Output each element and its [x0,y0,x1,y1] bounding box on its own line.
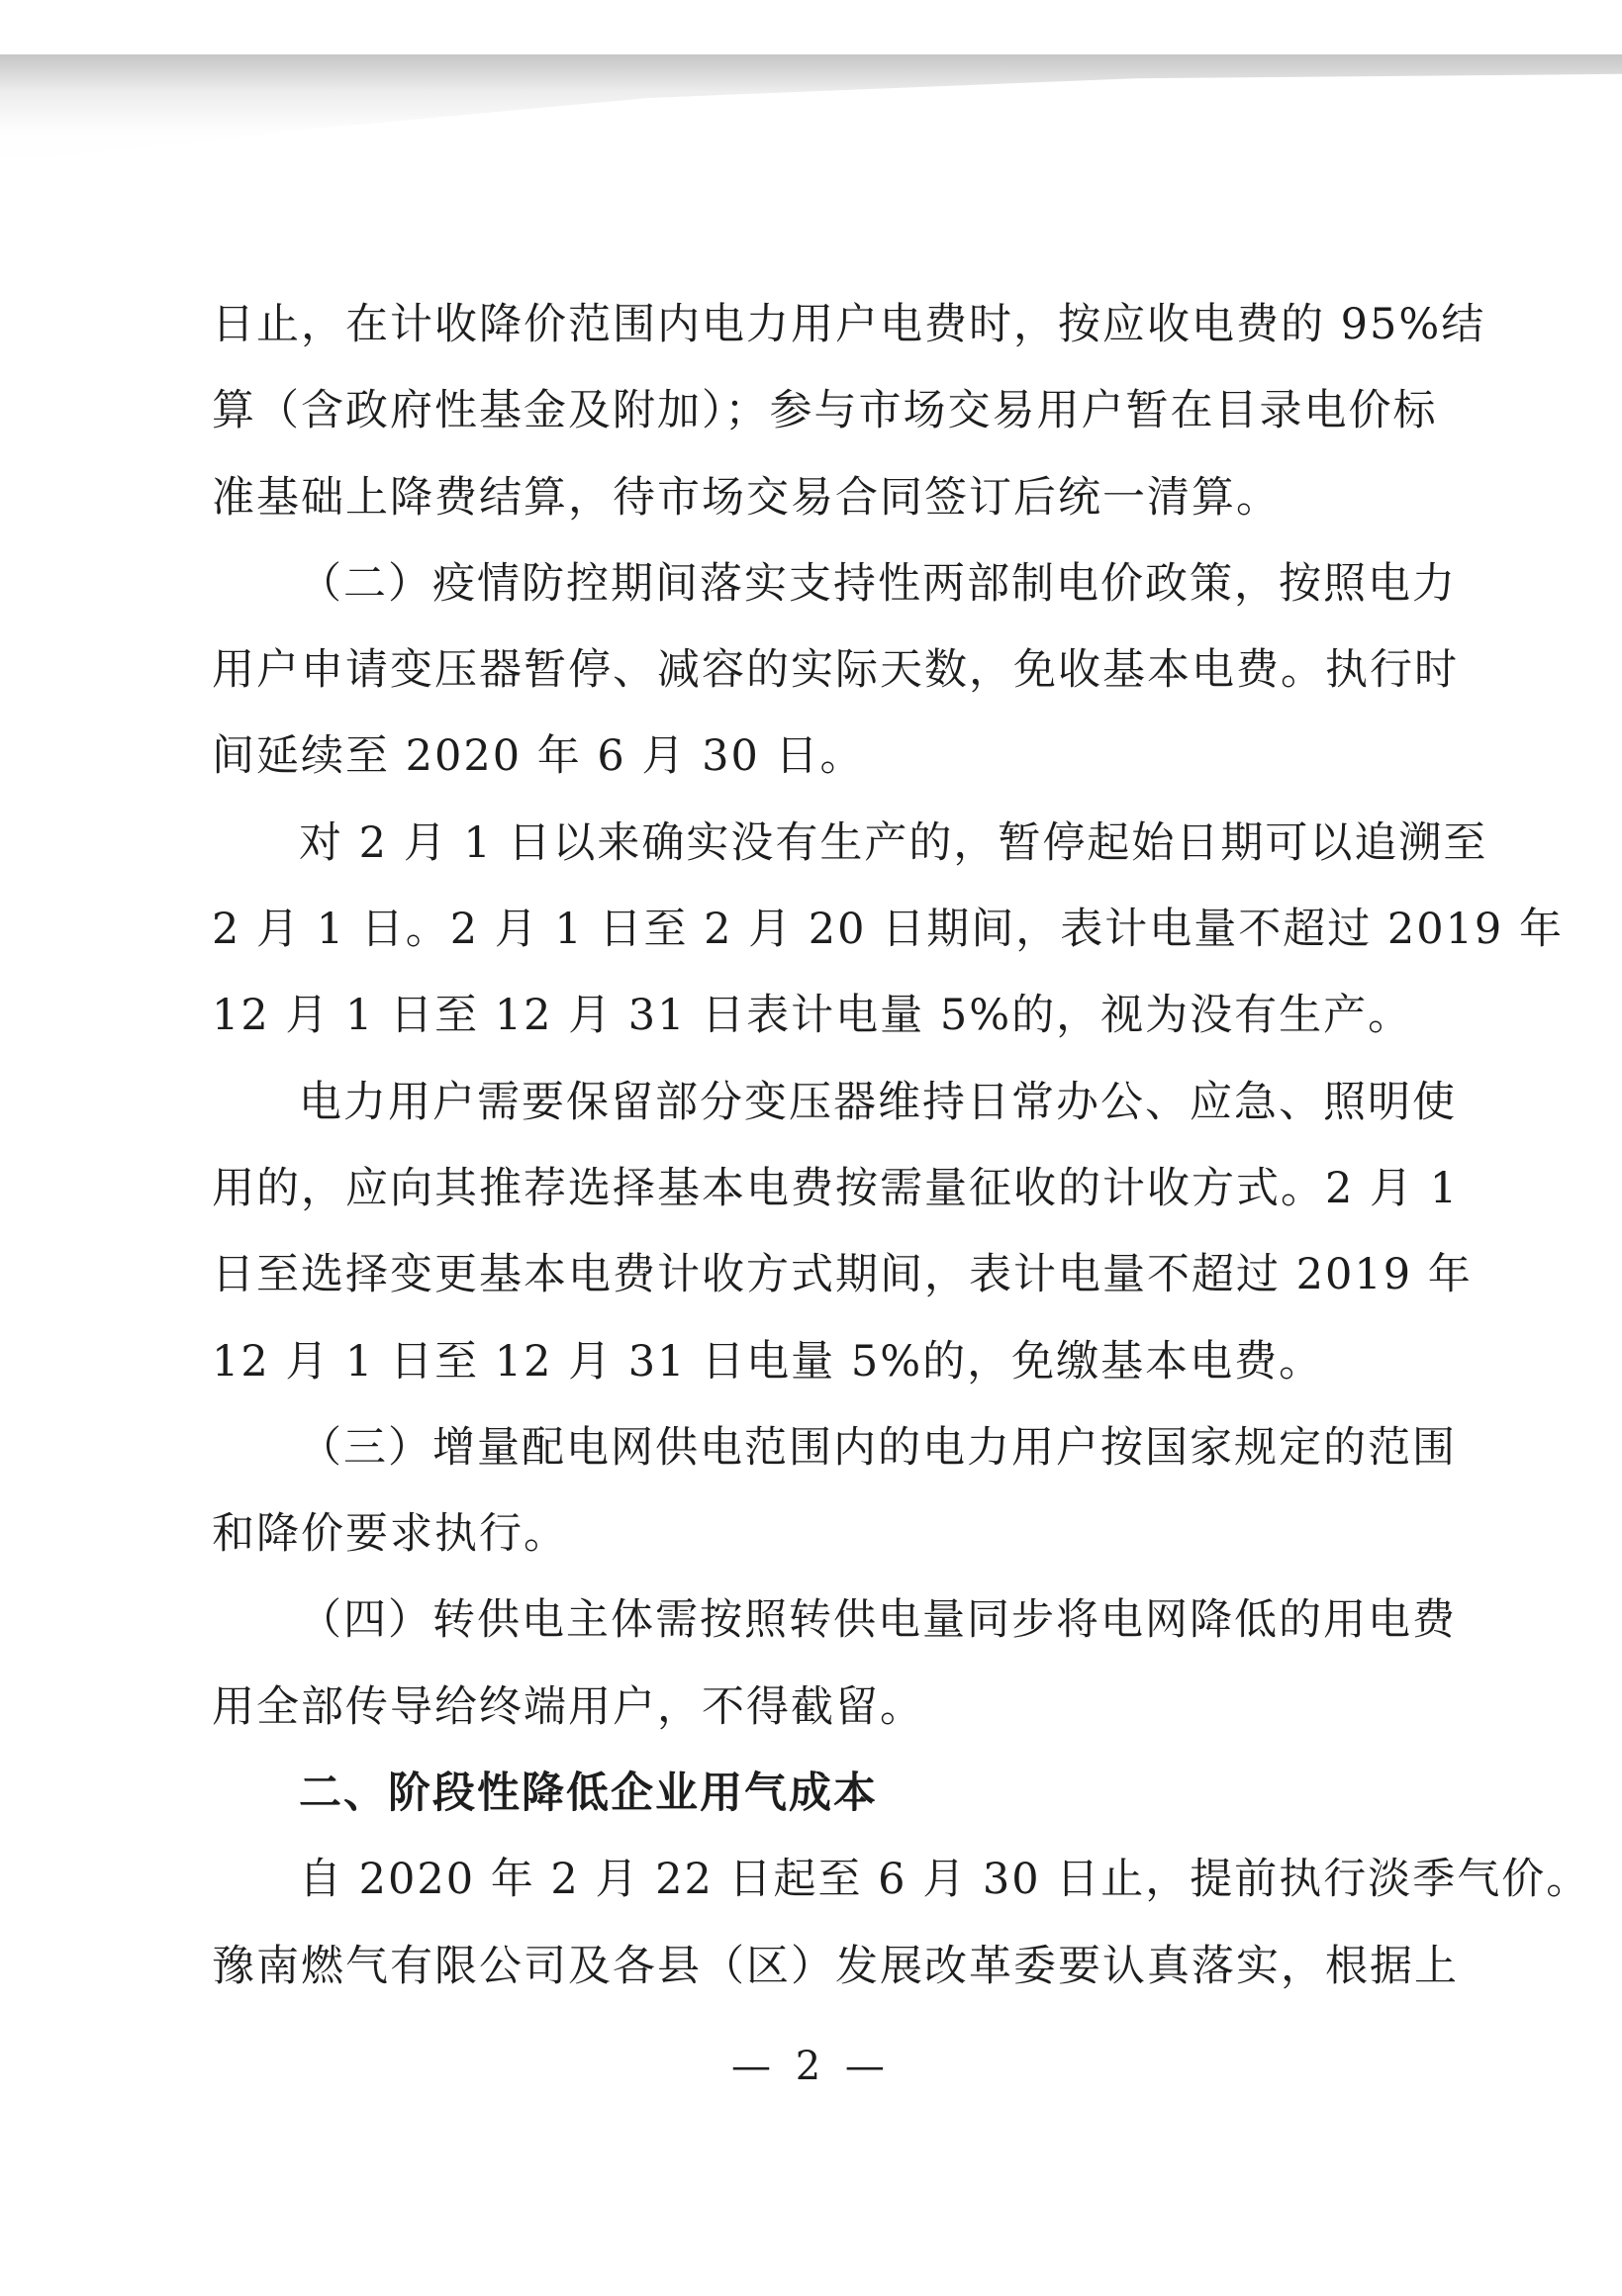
text-line: 日至选择变更基本电费计收方式期间，表计电量不超过 2019 年 [212,1250,1473,1300]
text-line: 对 2 月 1 日以来确实没有生产的，暂停起始日期可以追溯至 [299,817,1488,868]
text-line: 2 月 1 日。2 月 1 日至 2 月 20 日期间，表计电量不超过 2019 年 [212,905,1564,955]
text-line: 用全部传导给终端用户，不得截留。 [212,1681,924,1732]
text-line: 用户申请变压器暂停、减容的实际天数，免收基本电费。执行时 [212,645,1459,696]
text-line: 用的，应向其推荐选择基本电费按需量征收的计收方式。2 月 1 [212,1163,1460,1213]
text-line: （二）疫情防控期间落实支持性两部制电价政策，按照电力 [299,558,1457,609]
text-line: 间延续至 2020 年 6 月 30 日。 [212,731,865,782]
text-line: （三）增量配电网供电范围内的电力用户按国家规定的范围 [299,1422,1457,1473]
text-line: 准基础上降费结算，待市场交易合同签订后统一清算。 [212,472,1281,523]
text-line: 12 月 1 日至 12 月 31 日电量 5%的，免缴基本电费。 [212,1336,1324,1387]
text-line: 自 2020 年 2 月 22 日起至 6 月 30 日止，提前执行淡季气价。 [299,1855,1591,1905]
text-line: （四）转供电主体需按照转供电量同步将电网降低的用电费 [299,1595,1457,1646]
text-line: 算（含政府性基金及附加）；参与市场交易用户暂在目录电价标 [212,386,1438,436]
text-line: 电力用户需要保留部分变压器维持日常办公、应急、照明使 [299,1077,1457,1127]
document-body [212,282,1591,2010]
scan-edge-shadow [0,54,1622,163]
text-line: 12 月 1 日至 12 月 31 日表计电量 5%的，视为没有生产。 [212,991,1413,1041]
text-line: 豫南燃气有限公司及各县（区）发展改革委要认真落实，根据上 [212,1941,1459,1991]
page-number: — 2 — [731,2044,891,2089]
section-heading: 二、阶段性降低企业用气成本 [299,1769,878,1819]
text-line: 日止，在计收降价范围内电力用户电费时，按应收电费的 95%结 [212,300,1486,349]
text-line: 和降价要求执行。 [212,1509,568,1560]
